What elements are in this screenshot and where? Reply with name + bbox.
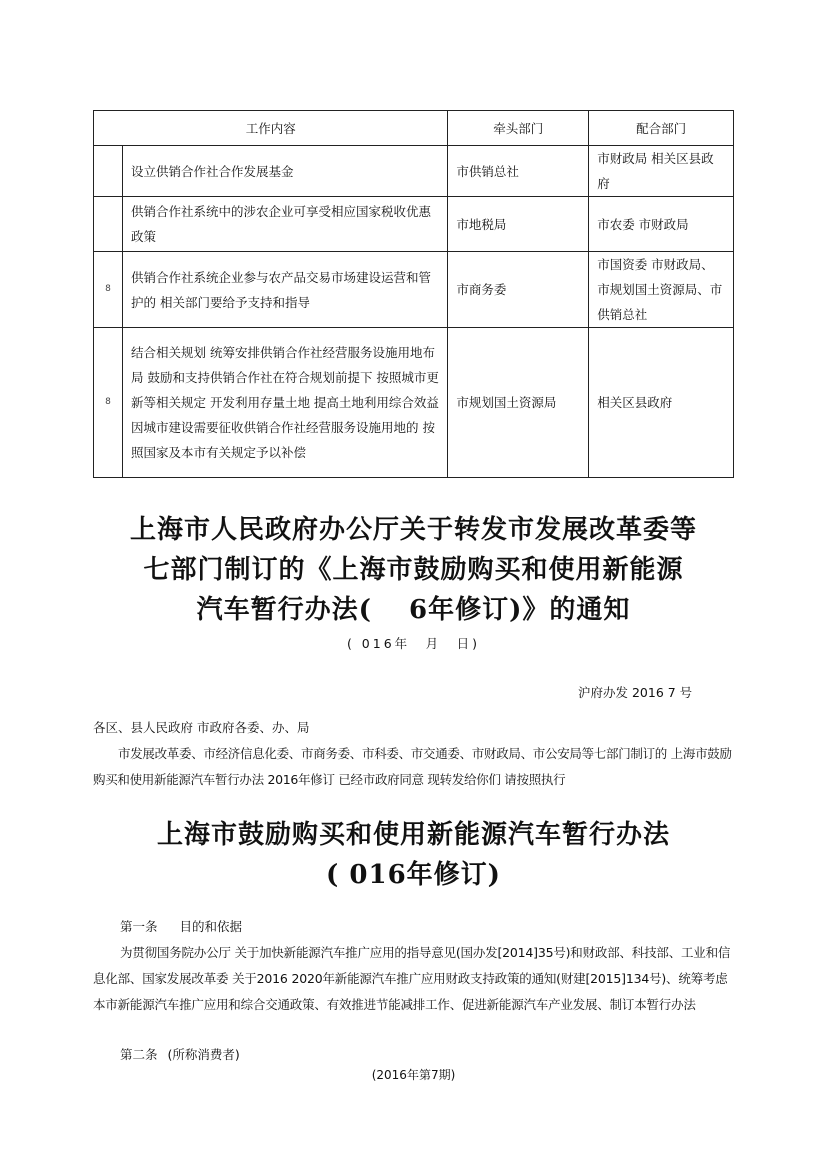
document-number: 沪府办发 2016 7 号 <box>578 685 693 700</box>
article-label: 第一条 <box>120 919 158 934</box>
notice-body: 市发展改革委、市经济信息化委、市商务委、市科委、市交通委、市财政局、市公安局等七部门制订的 上海市鼓励购买和使用新能源汽车暂行办法 2016年修订 已经市政府同意 现转发给你们 请按照执行 <box>93 746 732 787</box>
article-1-body: 为贯彻国务院办公厅 关于加快新能源汽车推广应用的指导意见(国办发[2014]35号)和财政部、科技部、工业和信息化部、国家发展改革委 关于2016 2020年新能源汽车推广应用财政支持政策的通知(财建[2015]134号)、统筹考虑本市新能源汽车推广应用和综合交通政策、有效推进节能减排工作、促进新能源汽车产业发展、制订本暂行办法 <box>93 945 731 1012</box>
table-header-row <box>94 111 734 146</box>
row-content: 供销合作社系统中的涉农企业可享受相应国家税收优惠政策 <box>122 197 447 252</box>
notice-date: ( 016年 月 日) <box>346 636 481 651</box>
row-content: 设立供销合作社合作发展基金 <box>122 146 447 197</box>
row-number <box>94 197 123 252</box>
table-row <box>94 146 734 197</box>
notice-title-line: 七部门制订的《上海市鼓励购买和使用新能源 <box>143 555 684 585</box>
regulation-title-line: 上海市鼓励购买和使用新能源汽车暂行办法 <box>156 820 670 850</box>
row-content: 结合相关规划 统筹安排供销合作社经营服务设施用地布局 鼓励和支持供销合作社在符合规划前提下 按照城市更新等相关规定 开发利用存量土地 提高土地利用综合效益 因城市建设需要征收供销合作社经营服务设施用地的 按照国家及本市有关规定予以补偿 <box>122 328 447 478</box>
article-2-heading <box>93 1042 738 1068</box>
row-lead-department: 市供销总社 <box>448 146 589 197</box>
article-title: (所称消费者) <box>167 1047 240 1062</box>
notice-title-line: 汽车暂行办法( 6年修订)》的通知 <box>196 595 631 625</box>
regulation-title-line: ( 016年修订) <box>326 860 501 890</box>
row-cooperating-department: 市农委 市财政局 <box>589 197 734 252</box>
notice-title-line: 上海市人民政府办公厅关于转发市发展改革委等 <box>129 515 697 545</box>
table-row <box>94 197 734 252</box>
row-number <box>94 146 123 197</box>
row-lead-department: 市规划国土资源局 <box>448 328 589 478</box>
header-lead-department: 牵头部门 <box>448 111 589 146</box>
row-cooperating-department: 相关区县政府 <box>589 328 734 478</box>
notice-title <box>0 510 827 630</box>
issue-footer: (2016年第7期) <box>371 1068 456 1082</box>
addressee: 各区、县人民政府 市政府各委、办、局 <box>93 720 310 735</box>
article-1-heading <box>93 914 738 940</box>
row-number: 8 <box>94 252 123 328</box>
table-row <box>94 328 734 478</box>
header-work-content: 工作内容 <box>94 111 448 146</box>
table-row <box>94 252 734 328</box>
row-cooperating-department: 市国资委 市财政局、市规划国土资源局、市供销总社 <box>589 252 734 328</box>
header-cooperating-department: 配合部门 <box>589 111 734 146</box>
row-content: 供销合作社系统企业参与农产品交易市场建设运营和管护的 相关部门要给予支持和指导 <box>122 252 447 328</box>
article-label: 第二条 <box>120 1047 158 1062</box>
row-lead-department: 市商务委 <box>448 252 589 328</box>
article-title: 目的和依据 <box>179 919 243 934</box>
row-lead-department: 市地税局 <box>448 197 589 252</box>
row-cooperating-department: 市财政局 相关区县政府 <box>589 146 734 197</box>
row-number: 8 <box>94 328 123 478</box>
work-task-table <box>93 110 734 478</box>
regulation-title <box>0 815 827 895</box>
